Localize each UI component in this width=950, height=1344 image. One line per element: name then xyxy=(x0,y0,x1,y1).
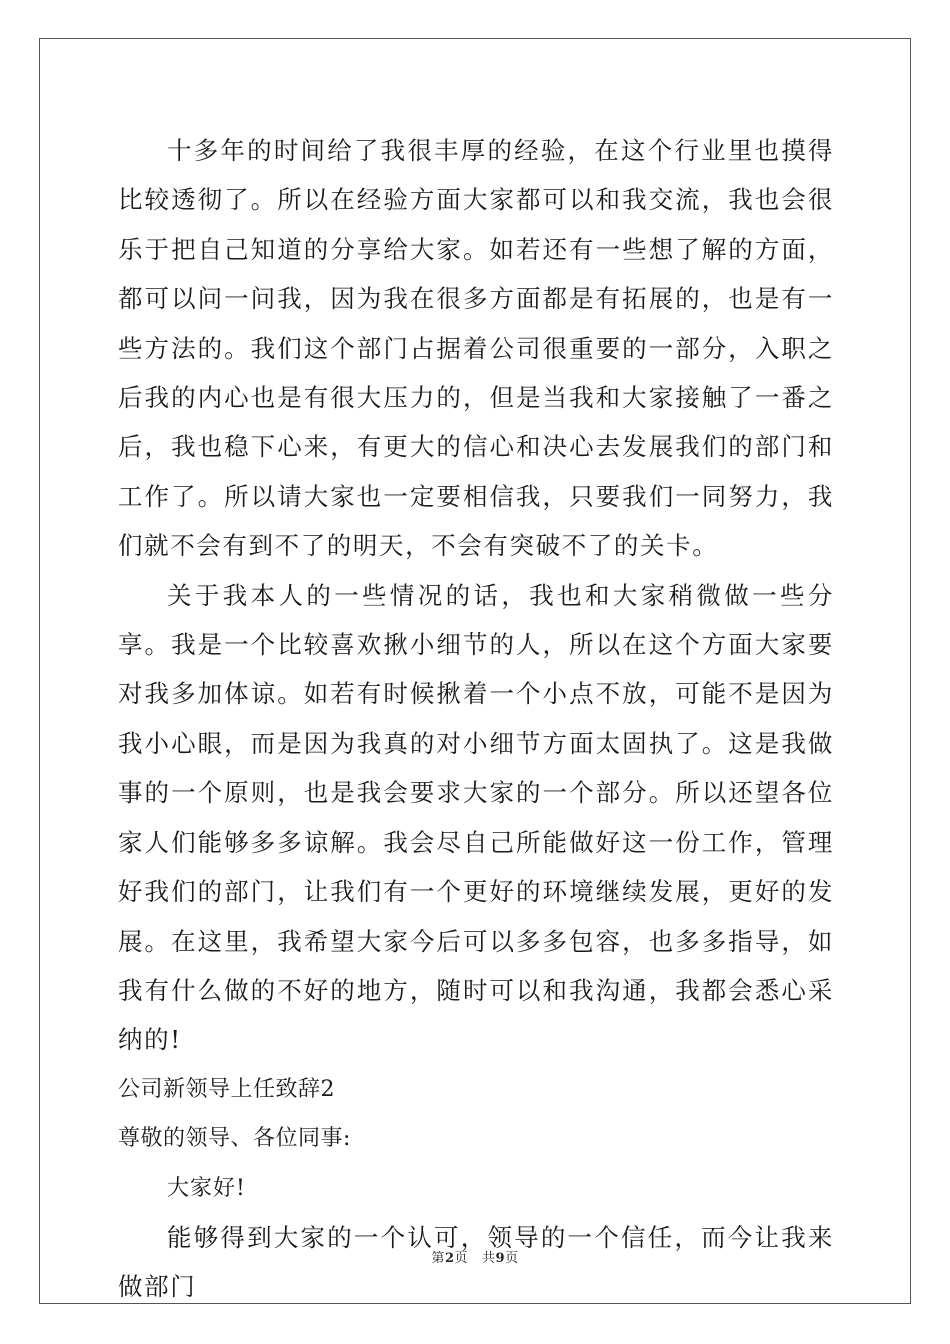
total-suffix: 页 xyxy=(505,1251,519,1266)
page-number: 2 xyxy=(444,1251,455,1266)
page-prefix: 第 xyxy=(431,1251,445,1266)
page-footer xyxy=(0,1247,950,1266)
page-suffix: 页 xyxy=(454,1251,468,1266)
body-paragraph-2: 关于我本人的一些情况的话，我也和大家稍微做一些分享。我是一个比较喜欢揪小细节的人，所以在这个方面大家要对我多加体谅。如若有时候揪着一个小点不放，可能不是因为我小心眼，而是因为我真的对小细节方面太固执了。这是我做事的一个原则，也是我会要求大家的一个部分。所以还望各位家人们能够多多谅解。我会尽自己所能做好这一份工作，管理好我们的部门，让我们有一个更好的环境继续发展，更好的发展。在这里，我希望大家今后可以多多包容，也多多指导，如我有什么做的不好的地方，随时可以和我沟通，我都会悉心采纳的! xyxy=(118,580,834,1055)
section-title: 公司新领导上任致辞2 xyxy=(118,1076,335,1102)
opening-paragraph: 能够得到大家的一个认可，领导的一个信任，而今让我来做部门 xyxy=(118,1222,834,1302)
document-body xyxy=(118,126,834,1312)
greeting: 大家好! xyxy=(167,1175,246,1201)
body-paragraph-1: 十多年的时间给了我很丰厚的经验，在这个行业里也摸得比较透彻了。所以在经验方面大家都可以和我交流，我也会很乐于把自己知道的分享给大家。如若还有一些想了解的方面，都可以问一问我，因为我在很多方面都是有拓展的，也是有一些方法的。我们这个部门占据着公司很重要的一部分，入职之后我的内心也是有很大压力的，但是当我和大家接触了一番之后，我也稳下心来，有更大的信心和决心去发展我们的部门和工作了。所以请大家也一定要相信我，只要我们一同努力，我们就不会有到不了的明天，不会有突破不了的关卡。 xyxy=(118,136,834,561)
salutation: 尊敬的领导、各位同事: xyxy=(118,1126,351,1152)
total-pages: 9 xyxy=(495,1251,506,1266)
total-prefix: 共 xyxy=(482,1251,496,1266)
